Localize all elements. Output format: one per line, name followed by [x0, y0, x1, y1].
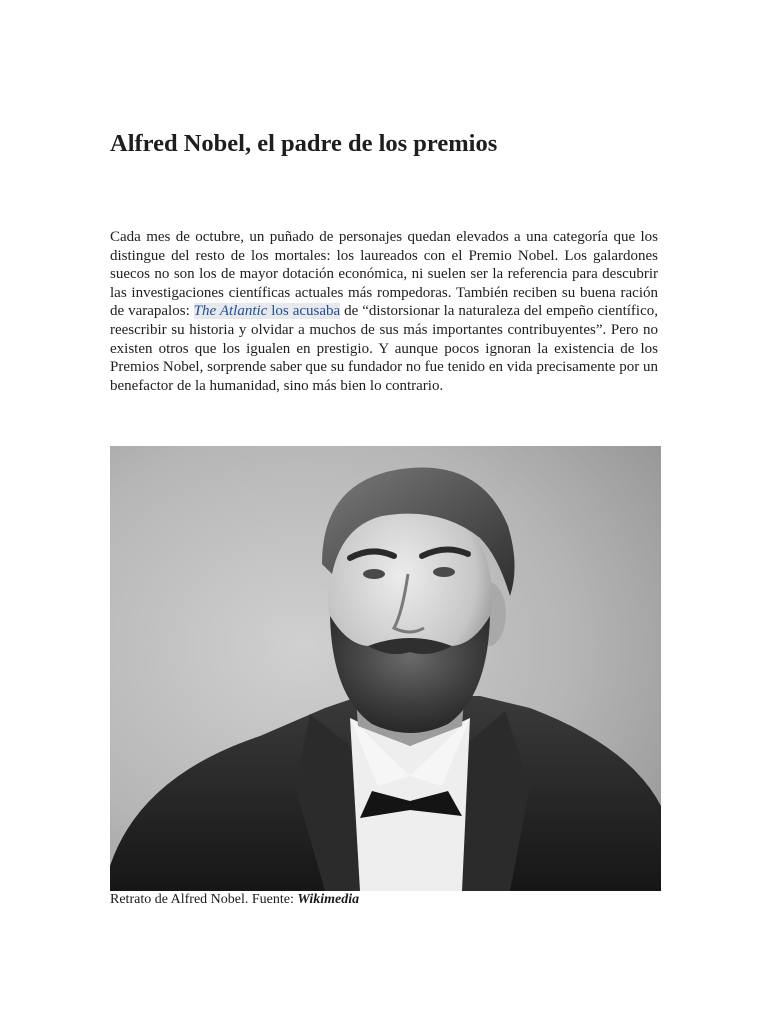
paragraph-text-before-link: Cada mes de octubre, un puñado de personajes quedan elevados a una categoría que los distingue del resto de los mortales: los laureados con el Premio Nobel. Los galardones suecos no son los de mayor dotación económica, ni suelen ser la referencia para descubrir las investigaciones científicas actuales más rompedoras. También reciben su buena ración de varapalos:: [110, 229, 658, 320]
figure-caption: [110, 891, 359, 909]
article-title: Alfred Nobel, el padre de los premios: [110, 130, 498, 157]
caption-text: Retrato de Alfred Nobel. Fuente:: [110, 892, 298, 907]
the-atlantic-link[interactable]: [194, 303, 341, 319]
caption-source-link[interactable]: Wikimedia: [297, 892, 360, 907]
link-publication-name: The Atlantic: [193, 303, 268, 320]
paragraph-text-after-link: de “distorsionar la naturaleza del empeño científico, reescribir su historia y olvidar a muchos de sus más importantes contribuyentes”. Pero no existen otros que los igualen en prestigio. Y aunque pocos ignoran la existencia de los Premios Nobel, sorprende saber que su fundador no fue tenido en vida precisamente por un benefactor de la humanidad, sino más bien lo contrario.: [110, 303, 658, 394]
alfred-nobel-portrait: [110, 446, 661, 891]
article-paragraph: [110, 228, 658, 395]
link-verb-text: los acusaba: [271, 303, 341, 320]
